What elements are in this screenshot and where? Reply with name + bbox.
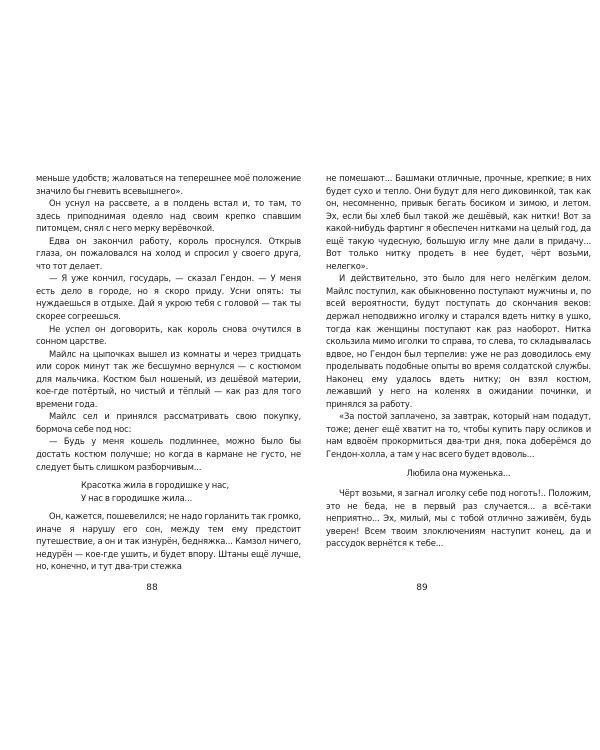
right-page: [326, 172, 591, 550]
paragraph: не помешают... Башмаки отличные, прочные, крепкие; в них будет сухо и тепло. Они будут для него диковинкой, так как он, несомненно, привык бегать босиком и зимою, и летом. Эх, если бы хлеб был такой же дешёвый, как нитки! Вот за какой-нибудь фартинг я обеспечен нитками на целый год, да ещё такую чудесную, большую иглу мне дали в придачу... Вот только нитку продеть в нее будет, чёрт возьми, нелегко».: [326, 173, 591, 271]
paragraph: Чёрт возьми, я загнал иголку себе под ноготь!.. Положим, это не беда, не в первый раз случается... а всё-таки неприятно... Эх, милый, мы с тобой отлично заживём, будь уверен! Всем твоим злоключениям наступит конец, да и рассудок вернётся к тебе...: [326, 488, 591, 549]
paragraph: «За постой заплачено, за завтрак, который нам подадут, тоже; денег ещё хватит на то, чтобы купить пару осликов и нам вдвоём прокормиться два-три дня, пока доберёмся до Гендон-холла, а там у нас всего будет вдоволь...: [326, 411, 591, 460]
paragraph: Майлс сел и принялся рассматривать свою покупку, бормоча себе под нос:: [36, 411, 301, 434]
paragraph: Майлс на цыпочках вышел из комнаты и через тридцать или сорок минут так же бесшумно вернулся — с костюмом для мальчика. Костюм был ношеный, из дешёвой материи, кое-где потёртый, но чистый и тёплый — как раз для того времени года.: [36, 348, 301, 409]
paragraph: Не успел он договорить, как король снова очутился в сонном царстве.: [36, 323, 301, 347]
paragraph: — Я уже кончил, государь, — сказал Гендон. — У меня есть дело в городе, но я скоро приду. Усни опять: ты нуждаешься в отдыхе. Дай я укрою тебя с головой — так ты скорее согреешься.: [36, 273, 301, 322]
left-page: [36, 172, 301, 573]
paragraph: Едва он закончил работу, король проснулся. Открыв глаза, он пожаловался на холод и спросил у своего друга, что тот делает.: [36, 235, 301, 271]
paragraph: Он уснул на рассвете, а в полдень встал и, то там, то здесь приподнимая одеяло над своим крепко спавшим питомцем, снял с него мерку верёвочкой.: [36, 198, 301, 234]
verse-line: Красотка жила в городишке у нас,: [81, 480, 230, 491]
paragraph: — Будь у меня кошель подлиннее, можно было бы достать костюм получше; но когда в кармане не густо, не следует быть слишком разборчивым...: [36, 436, 301, 472]
verse-line: Любила она муженька...: [406, 467, 511, 478]
page-number-right: 89: [416, 583, 428, 593]
paragraph: меньше удобств; жаловаться на теперешнее моё положение значило бы гневить всевышнего».: [36, 173, 301, 196]
verse-block: [36, 479, 301, 504]
paragraph: Он, кажется, пошевелился; не надо горланить так громко, иначе я нарушу его сон, между тем ему предстоит путешествие, а он и так изнурён, бедняжка... Камзол ничего, недурён — кое-где ушить, и будет впору. Штаны ещё лучше, но, конечно, и тут два-три стежка: [36, 511, 301, 572]
paragraph: И действительно, это было для него нелёгким делом. Майлс поступил, как обыкновенно поступают мужчины и, по всей вероятности, будут поступать до скончания веков: держал неподвижно иголку и старался вдеть нитку в ушко, тогда как женщины поступают как раз наоборот. Нитка скользила мимо иголки то справа, то слева, то складывалась вдвое, но Гендон был терпелив: уже не раз доводилось ему проделывать подобные опыты во время солдатской службы. Наконец ему удалось вдеть нитку; он взял костюм, лежавший у него на коленях в ожидании починки, и принялся за работу.: [326, 273, 591, 409]
verse-line: У нас в городишке жила...: [81, 492, 193, 503]
page-number-left: 88: [146, 583, 158, 593]
